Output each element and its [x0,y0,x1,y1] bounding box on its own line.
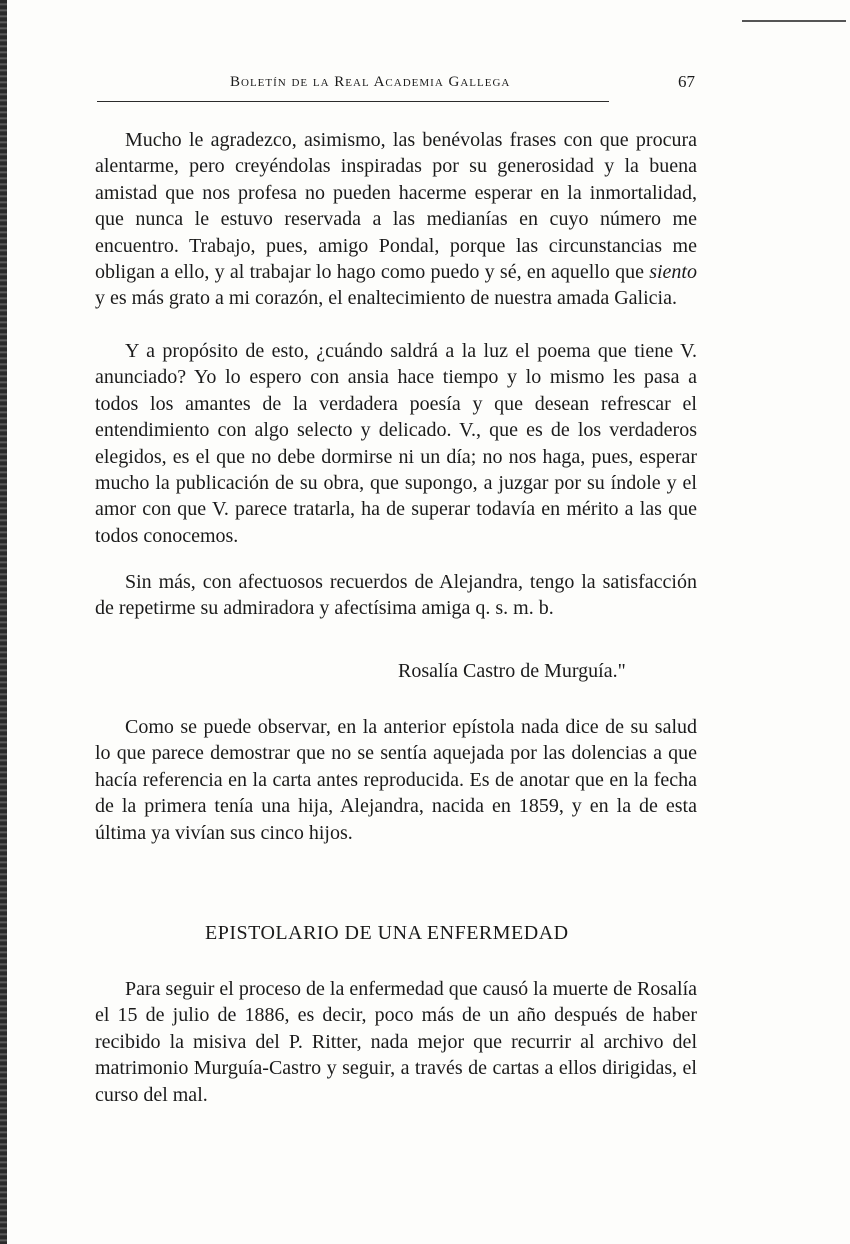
letter-signature: Rosalía Castro de Murguía." [398,660,626,682]
letter-paragraph-2-text: Y a propósito de esto, ¿cuándo saldrá a la luz el poema que tiene V. anunciado? Yo lo espero con ansia hace tiempo y lo mismo les pasa a todos los amantes de la verdadera poesía y que desean refrescar el entendimiento con algo selecto y delicado. V., que es de los verdaderos elegidos, es el que no debe dormirse ni un día; no nos haga, pues, esperar mucho la publicación de su obra, que supongo, a juzgar por su índole y el amor con que V. parece tratarla, ha de superar todavía en mérito a las que todos conocemos. [95,340,697,547]
letter-paragraph-1-text-b: y es más grato a mi corazón, el enaltecimiento de nuestra amada Galicia. [95,287,677,310]
page-number: 67 [678,72,695,91]
header-rule [97,101,609,102]
letter-paragraph-1-text-a: Mucho le agradezco, asimismo, las benévolas frases con que procura alentarme, pero creyéndolas inspiradas por su generosidad y la buena amistad que nos profesa no pueden hacerme esperar en la inmortalidad, que nunca le estuvo reservada a las medianías en cuyo número me encuentro. Trabajo, pues, amigo Pondal, porque las circunstancias me obligan a ello, y al trabajar lo hago como puedo y sé, en aquello que [95,129,697,284]
letter-paragraph-3-text: Sin más, con afectuosos recuerdos de Alejandra, tengo la satisfacción de repetirme su admiradora y afectísima amiga q. s. m. b. [95,571,697,620]
letter-paragraph-3 [95,569,697,622]
section-heading: EPISTOLARIO DE UNA ENFERMEDAD [205,922,569,944]
running-head: Boletín de la Real Academia Gallega [230,74,511,90]
letter-paragraph-1 [95,127,697,312]
letter-paragraph-2 [95,338,697,549]
commentary-paragraph-text: Como se puede observar, en la anterior epístola nada dice de su salud lo que parece demostrar que no se sentía aquejada por las dolencias a que hacía referencia en la carta antes reproducida. Es de anotar que en la fecha de la primera tenía una hija, Alejandra, nacida en 1859, y en la de esta última ya vivían sus cinco hijos. [95,716,697,844]
page-binding-edge [0,0,7,1244]
section-paragraph [95,976,697,1108]
page-header [97,72,697,96]
section-paragraph-text: Para seguir el proceso de la enfermedad que causó la muerte de Rosalía el 15 de julio de 1886, es decir, poco más de un año después de haber recibido la misiva del P. Ritter, nada mejor que recurrir al archivo del matrimonio Murguía-Castro y seguir, a través de cartas a ellos dirigidas, el curso del mal. [95,978,697,1106]
emphasized-word: siento [649,261,697,284]
commentary-paragraph [95,714,697,846]
scan-mark [742,20,846,22]
